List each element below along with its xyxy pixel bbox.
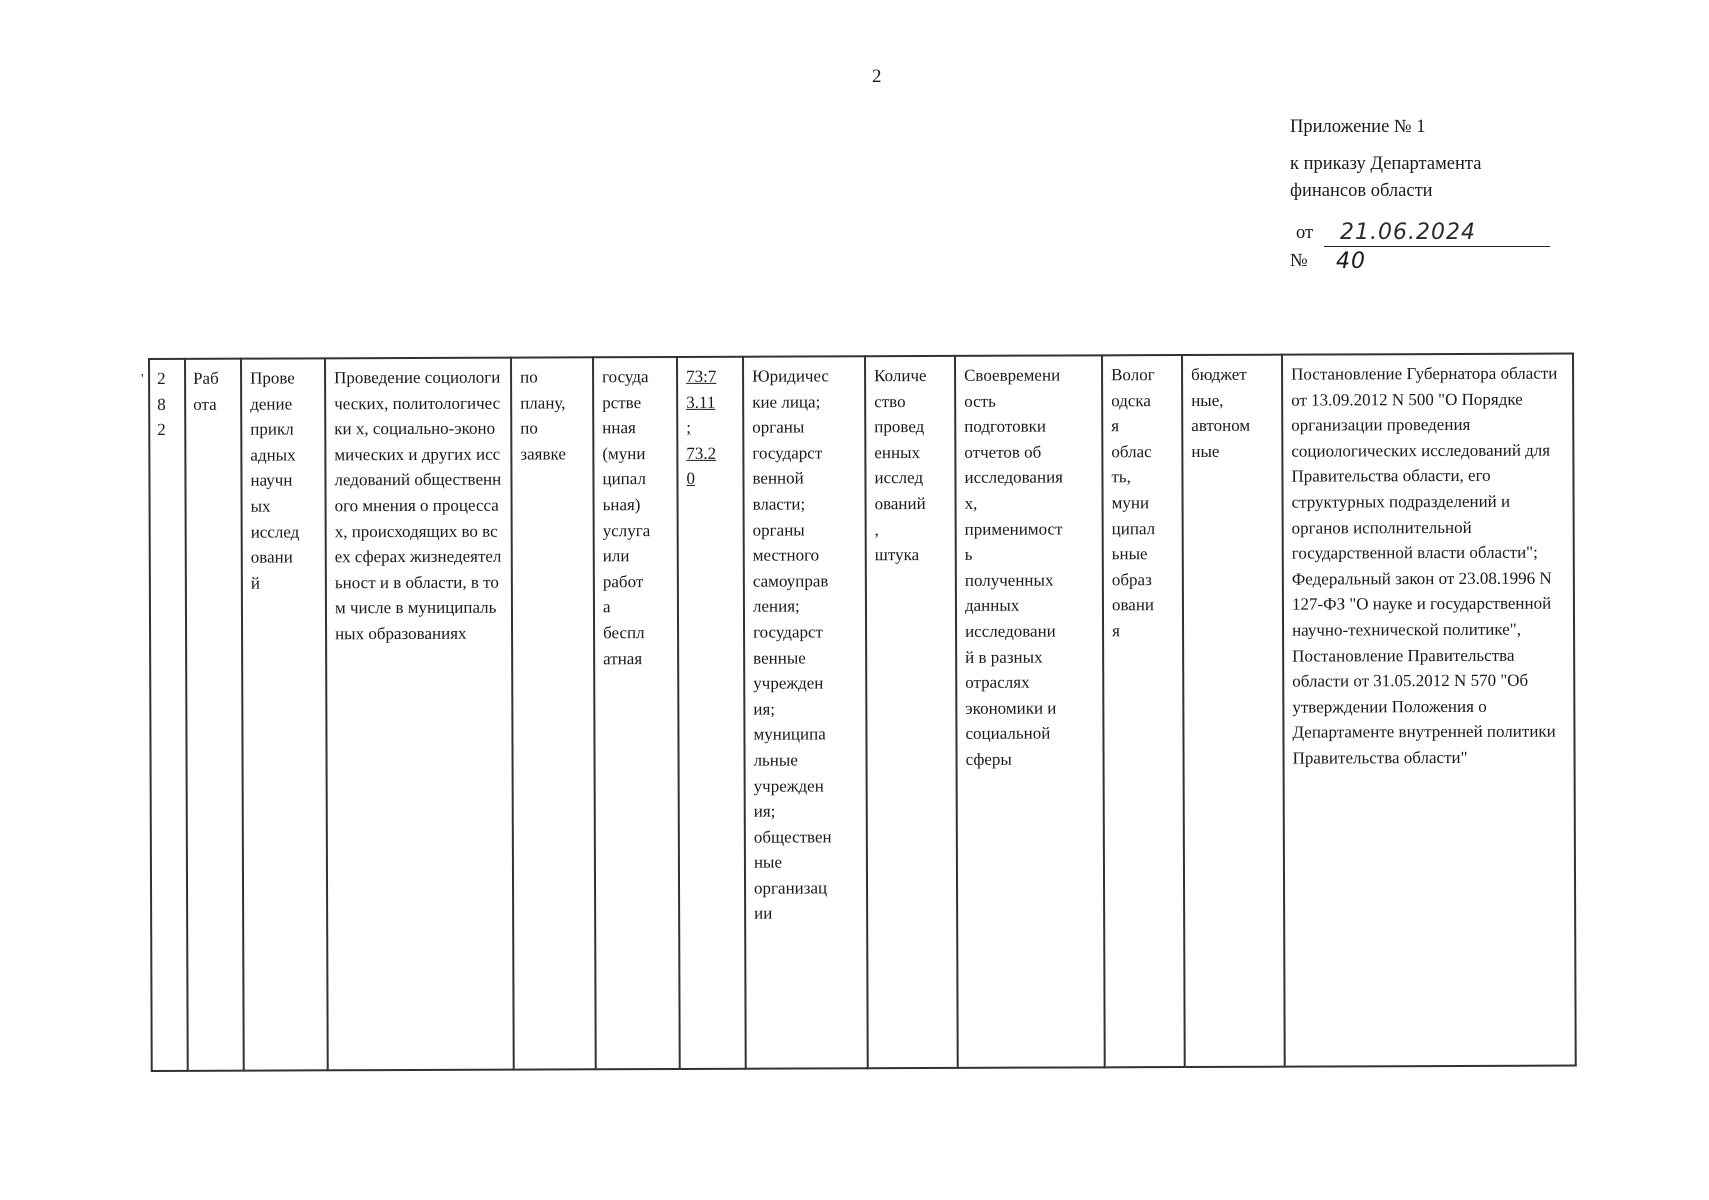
cell-institutions: бюджет ные, автоном ные bbox=[1182, 355, 1285, 1067]
cell-volume: Количе ство провед енных исслед ований , штука bbox=[865, 356, 958, 1068]
number-prefix: № bbox=[1290, 251, 1308, 271]
appendix-order-text: к приказу Департамента финансов области bbox=[1290, 154, 1482, 201]
appendix-number-line bbox=[1290, 247, 1550, 275]
cell-okved-codes: 73:7 3.11 ; 73.2 0 bbox=[677, 357, 746, 1069]
cell-condition: по плану, по заявке bbox=[511, 357, 596, 1069]
page-number: 2 bbox=[872, 66, 882, 87]
cell-content: Проведение социологических, политологически х, социально-экономических и других исследований общественного мнения о процессах, происходящих во всех сферах жизнедеятельност и в области, в том числе в муниципальных образованиях bbox=[325, 358, 514, 1071]
scan-tick-mark: ' bbox=[141, 372, 144, 387]
date-handwritten: 21.06.2024 bbox=[1324, 220, 1550, 247]
number-handwritten: 40 bbox=[1336, 249, 1366, 274]
cell-region: Волог одска я облас ть, муни ципал ьные образ овани я bbox=[1102, 355, 1185, 1067]
appendix-title: Приложение № 1 bbox=[1290, 117, 1426, 137]
cell-name: Прове дение прикл адных научн ых исслед овани й bbox=[241, 358, 328, 1070]
cell-type: Раб ота bbox=[185, 359, 244, 1071]
registry-table bbox=[148, 353, 1577, 1072]
appendix-header bbox=[1290, 114, 1550, 275]
cell-quality: Своевремени ость подготовки отчетов об исследования х, применимост ь полученных данных исследовани й в разных отраслях экономики и социальной сферы bbox=[955, 355, 1105, 1068]
cell-row-number: 2 8 2 bbox=[149, 359, 188, 1071]
cell-consumers: Юридичес кие лица; органы государст венной власти; органы местного самоуправ ления; государст венные учрежден ия; муниципа льные учрежден ия; обществен ные организац ии bbox=[743, 356, 868, 1068]
date-prefix: от bbox=[1296, 223, 1314, 243]
table-row bbox=[149, 354, 1576, 1071]
cell-kind: госуда рстве нная (муни ципал ьная) услуга или работ а беспл атная bbox=[593, 357, 680, 1069]
appendix-date-line bbox=[1290, 217, 1550, 247]
cell-legal-basis: Постановление Губернатора области от 13.09.2012 N 500 "О Порядке организации проведения социологических исследований для Правительства области, его структурных подразделений и органов исполнительной государственной власти области"; Федеральный закон от 23.08.1996 N 127-ФЗ "О науке и государственной научно-технической политике", Постановление Правительства области от 31.05.2012 N 570 "Об утверждении Положения о Департаменте внутренней политики Правительства области" bbox=[1282, 354, 1576, 1067]
